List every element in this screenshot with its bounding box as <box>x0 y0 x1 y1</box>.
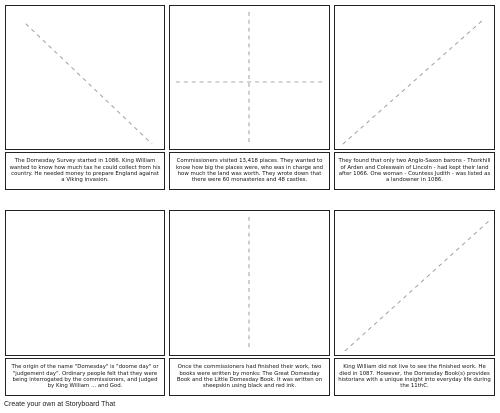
placeholder-diagonal-guide <box>335 6 494 149</box>
storyboard-cell-5-caption: Once the commissioners had finished their work, two books were written by monks: The Great Domesday Book and the Little Domesday Book. It was written on sheepskin using black and red ink. <box>169 358 330 396</box>
placeholder-vertical-guide <box>170 211 329 355</box>
footer-credit: Create your own at Storyboard That <box>4 401 116 408</box>
storyboard-cell-1-caption: The Domesday Survey started in 1086. King William wanted to know how much tax he could collect from his country. He needed money to prepare England against a Viking invasion. <box>5 152 165 190</box>
storyboard-cell-3-caption: They found that only two Anglo-Saxon barons - Thorkhill of Arden and Coleswain of Lincoln - had kept their land after 1066. One woman - Countess Judith - was listed as a landowner in 1086. <box>334 152 495 190</box>
placeholder-cross-guide <box>170 6 329 149</box>
storyboard-cell-6-image <box>334 210 495 356</box>
storyboard-cell-2-image <box>169 5 330 150</box>
storyboard-cell-6-caption: King William did not live to see the finished work. He died in 1087. However, the Domesday Book(s) provides historians with a unique insight into everyday life during the 11thC. <box>334 358 495 396</box>
storyboard-cell-3-image <box>334 5 495 150</box>
storyboard-cell-2-caption: Commissioners visited 13,418 places. They wanted to know how big the places were, who was in charge and how much the land was worth. They wrote down that there were 60 monasteries and 48 castles. <box>169 152 330 190</box>
storyboard-cell-5-image <box>169 210 330 356</box>
placeholder-diagonal-guide <box>335 211 494 355</box>
storyboard-cell-1-image <box>5 5 165 150</box>
storyboard-cell-4-caption: The origin of the name "Domesday" is "doome day" or "judgement day". Ordinary people felt that they were being interrogated by the commissioners, and judged by King William ... and God. <box>5 358 165 396</box>
placeholder-blank <box>6 211 164 355</box>
placeholder-diagonal-guide <box>6 6 164 149</box>
storyboard-cell-4-image <box>5 210 165 356</box>
